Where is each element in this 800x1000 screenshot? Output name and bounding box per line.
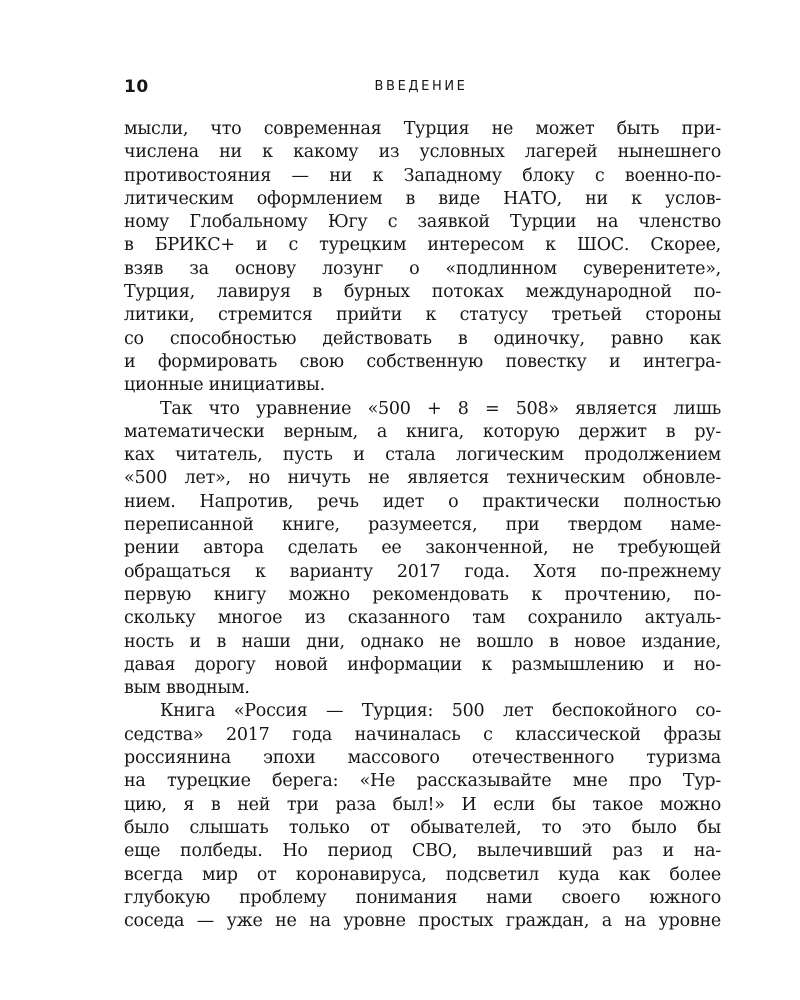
text-line: рении автора сделать ее законченной, не требующей: [124, 538, 721, 559]
text-line: глубокую проблему понимания нами своего южного: [124, 887, 721, 908]
text-line: россиянина эпохи массового отечественного туризма: [124, 748, 721, 769]
text-line: переписанной книге, разумеется, при твердом наме-: [124, 515, 721, 536]
text-line: скольку многое из сказанного там сохранило актуаль-: [124, 608, 721, 629]
text-line: в БРИКС+ и с турецким интересом к ШОС. Скорее,: [124, 235, 721, 256]
text-line: первую книгу можно рекомендовать к прочтению, по-: [124, 584, 721, 605]
text-line: мысли, что современная Турция не может быть при-: [124, 119, 721, 139]
text-line: и формировать свою собственную повестку и интегра-: [124, 351, 721, 372]
text-line: ность и в наши дни, однако не вошло в новое издание,: [124, 631, 721, 652]
text-line: противостояния — ни к Западному блоку с военно-по-: [124, 165, 721, 186]
text-line: ках читатель, пусть и стала логическим продолжением: [124, 445, 721, 466]
page-number: 10: [124, 77, 149, 97]
text-line: было слышать только от обывателей, то это было бы: [124, 817, 721, 838]
text-line: еще полбеды. Но период СВО, вылечивший раз и на-: [124, 841, 721, 862]
text-line: взяв за основу лозунг о «подлинном суверенитете»,: [124, 258, 721, 279]
text-line: обращаться к варианту 2017 года. Хотя по-прежнему: [124, 561, 721, 582]
paragraph-last-line: ционные инициативы.: [124, 375, 325, 396]
text-line: числена ни к какому из условных лагерей нынешнего: [124, 142, 721, 163]
chapter-title: ВВЕДЕНИЕ: [374, 79, 468, 94]
text-line: на турецкие берега: «Не рассказывайте мне про Тур-: [124, 771, 721, 792]
text-line: «500 лет», но ничуть не является техническим обновле-: [124, 468, 721, 489]
text-line: всегда мир от коронавируса, подсветил куда как более: [124, 864, 721, 885]
body-text: [124, 118, 721, 933]
text-line: соседа — уже не на уровне простых граждан, а на уровне: [124, 911, 721, 932]
text-line: нием. Напротив, речь идет о практически полностью: [124, 491, 721, 512]
running-head: [120, 75, 722, 99]
paragraph-first-line: Книга «Россия — Турция: 500 лет беспокойного со-: [160, 701, 721, 722]
text-line: математически верным, а книга, которую держит в ру-: [124, 421, 721, 442]
text-line: давая дорогу новой информации к размышлению и но-: [124, 654, 721, 675]
text-line: Турция, лавируя в бурных потоках международной по-: [124, 282, 721, 303]
text-line: седства» 2017 года начиналась с классической фразы: [124, 724, 721, 745]
text-line: цию, я в ней три раза был!» И если бы такое можно: [124, 794, 721, 815]
text-line: ному Глобальному Югу с заявкой Турции на членство: [124, 212, 721, 233]
text-line: литическим оформлением в виде НАТО, ни к услов-: [124, 188, 721, 209]
text-line: со способностью действовать в одиночку, равно как: [124, 328, 721, 349]
paragraph-first-line: Так что уравнение «500 + 8 = 508» является лишь: [160, 398, 721, 419]
text-line: литики, стремится прийти к статусу третьей стороны: [124, 305, 721, 326]
paragraph-last-line: вым вводным.: [124, 678, 250, 699]
